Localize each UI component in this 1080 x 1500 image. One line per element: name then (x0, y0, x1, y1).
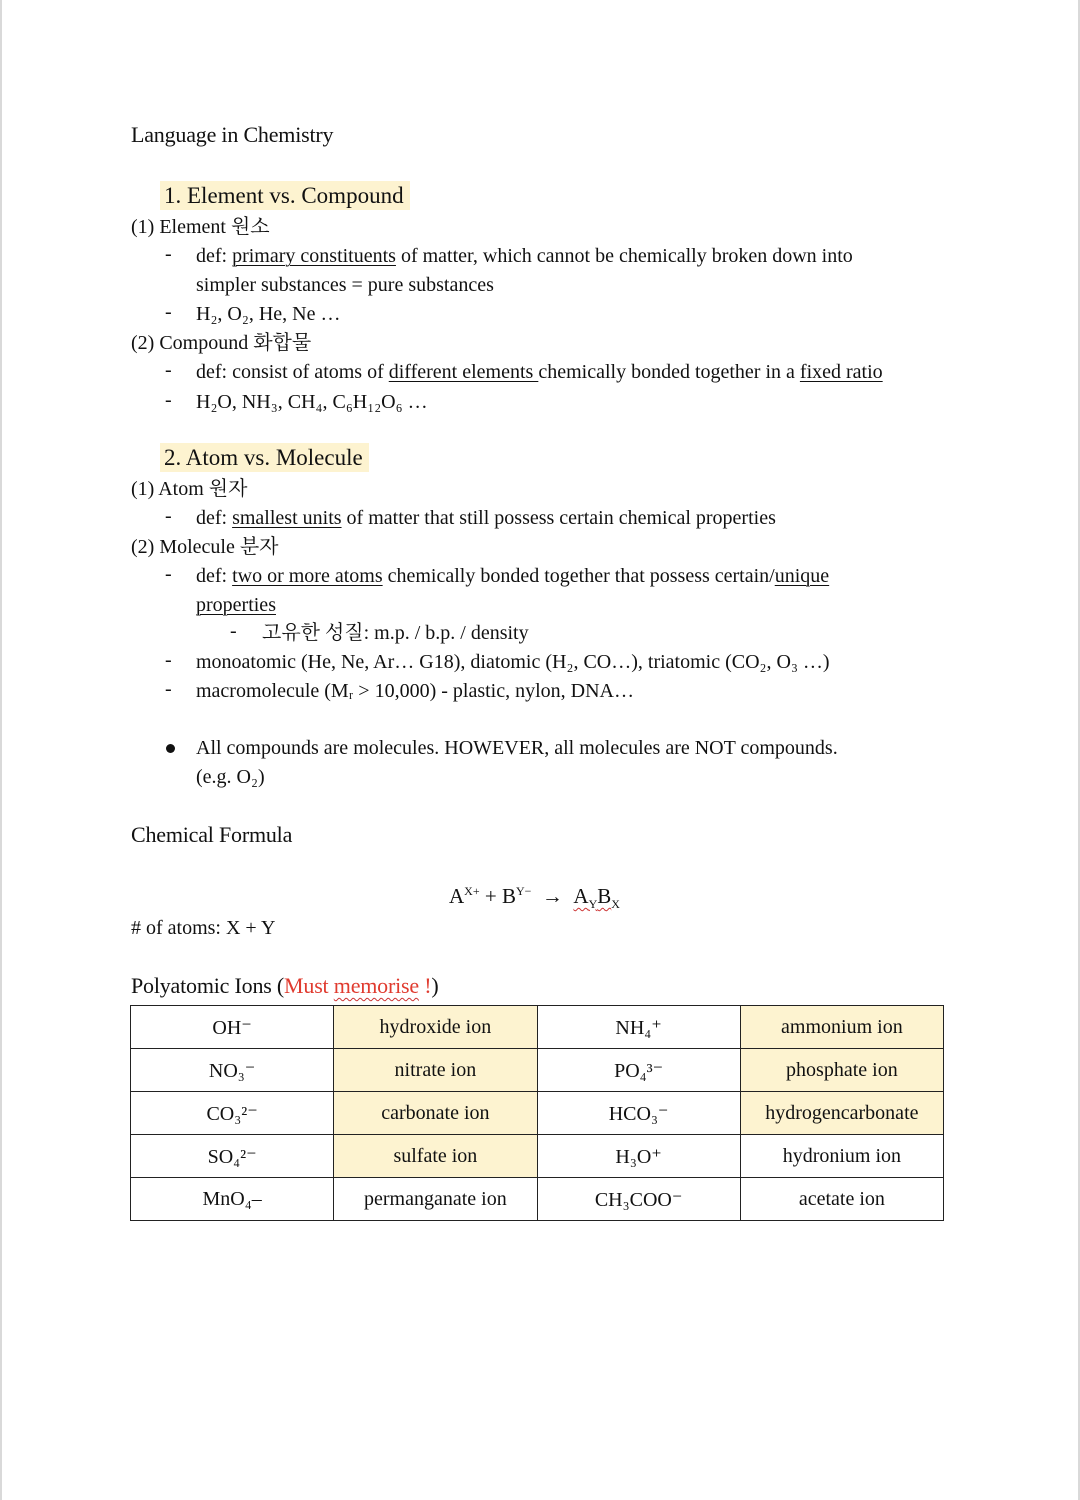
chemical-formula-heading: Chemical Formula (131, 822, 293, 847)
molecule-types: monoatomic (He, Ne, Ar… G18), diatomic (H₂, CO…), triatomic (CO₂, O₃ …) (196, 651, 830, 673)
ion-formula: HCO₃⁻ (537, 1092, 740, 1135)
polyatomic-heading-prefix: Polyatomic Ions ( (131, 973, 285, 998)
def-prefix: def: (196, 565, 233, 587)
note-line2: (e.g. O₂) (196, 766, 265, 788)
ion-name: nitrate ion (334, 1049, 537, 1092)
ion-formula: CH₃COO⁻ (537, 1178, 740, 1221)
page-left-edge (0, 0, 2, 1500)
def-prefix: def: consist of atoms of (196, 361, 389, 383)
dash-marker: - (165, 301, 172, 323)
ion-name: acetate ion (740, 1178, 943, 1221)
page-title: Language in Chemistry (131, 122, 334, 147)
ion-formula: PO₄³⁻ (537, 1049, 740, 1092)
ion-formula: H₃O⁺ (537, 1135, 740, 1178)
ion-name: sulfate ion (334, 1135, 537, 1178)
ion-name: phosphate ion (740, 1049, 943, 1092)
compound-examples: H₂O, NH₃, CH₄, C₆H₁₂O₆ … (196, 391, 428, 413)
ion-name: permanganate ion (334, 1178, 537, 1221)
def-middle: chemically bonded together in a (538, 361, 800, 383)
def-prefix: def: (196, 245, 233, 267)
molecule-definition-line1 (196, 562, 829, 591)
atom-definition (196, 504, 776, 533)
def-prefix: def: (196, 507, 233, 529)
section-1-heading (160, 183, 410, 209)
def-rest: of matter, which cannot be chemically broken down into (395, 245, 853, 267)
polyatomic-heading (131, 973, 439, 999)
dash-marker: - (165, 505, 172, 527)
dash-marker: - (165, 678, 172, 700)
underlined-term: different elements (388, 361, 539, 383)
section-2-heading (160, 445, 369, 471)
dash-marker: - (165, 359, 172, 381)
ion-formula: NH₄⁺ (537, 1006, 740, 1049)
compound-definition (196, 358, 883, 387)
ion-name: hydronium ion (740, 1135, 943, 1178)
ion-name: ammonium ion (740, 1006, 943, 1049)
def-rest: of matter that still possess certain chemical properties (341, 507, 776, 529)
element-examples: H₂, O₂, He, Ne … (196, 303, 341, 325)
polyatomic-ions-table (130, 1005, 944, 1221)
macromolecule-line: macromolecule (Mᵣ > 10,000) - plastic, nylon, DNA… (196, 680, 634, 702)
exclamation-text: ! (418, 973, 432, 998)
dash-marker: - (165, 563, 172, 585)
table-row (131, 1135, 944, 1178)
section-2-heading-text: 2. Atom vs. Molecule (160, 443, 369, 472)
underlined-term: unique (774, 565, 830, 587)
memorise-text: memorise (333, 973, 419, 998)
ion-name: hydrogencarbonate (740, 1092, 943, 1135)
table-row (131, 1092, 944, 1135)
def-middle: chemically bonded together that possess certain/ (382, 565, 775, 587)
polyatomic-heading-suffix: ) (431, 973, 439, 998)
table-row (131, 1049, 944, 1092)
molecule-definition-line2 (196, 591, 276, 620)
note-line1: All compounds are molecules. HOWEVER, all molecules are NOT compounds. (196, 737, 838, 759)
table-row (131, 1178, 944, 1221)
dash-marker: - (165, 649, 172, 671)
dash-marker: - (165, 389, 172, 411)
ion-formula: CO₃²⁻ (131, 1092, 334, 1135)
section-1-heading-text: 1. Element vs. Compound (160, 181, 410, 210)
atoms-count-line: # of atoms: X + Y (131, 917, 276, 939)
dash-marker: - (165, 243, 172, 265)
compound-label: (2) Compound 화합물 (131, 332, 312, 354)
element-definition-line2: simpler substances = pure substances (196, 274, 494, 296)
underlined-term: fixed ratio (799, 361, 883, 383)
molecule-label: (2) Molecule 분자 (131, 536, 279, 558)
bullet-icon (166, 744, 175, 753)
underlined-term: smallest units (232, 507, 342, 529)
ion-formula: OH⁻ (131, 1006, 334, 1049)
underlined-term: primary constituents (232, 245, 396, 267)
ion-name: carbonate ion (334, 1092, 537, 1135)
dash-marker: - (230, 620, 237, 642)
atom-label: (1) Atom 원자 (131, 478, 248, 500)
underlined-term: two or more atoms (232, 565, 383, 587)
underlined-term: properties (196, 594, 276, 616)
formula-equation: $A^{X+} + B^{Y-} \to A_YB_X$ (449, 884, 620, 912)
element-definition-line1 (196, 242, 853, 271)
ion-name: hydroxide ion (334, 1006, 537, 1049)
ion-formula: NO₃⁻ (131, 1049, 334, 1092)
molecule-unique-properties: 고유한 성질: m.p. / b.p. / density (262, 622, 529, 644)
must-text: Must (284, 973, 329, 998)
ion-formula: MnO₄– (131, 1178, 334, 1221)
element-label: (1) Element 원소 (131, 216, 270, 238)
table-row (131, 1006, 944, 1049)
ion-formula: SO₄²⁻ (131, 1135, 334, 1178)
